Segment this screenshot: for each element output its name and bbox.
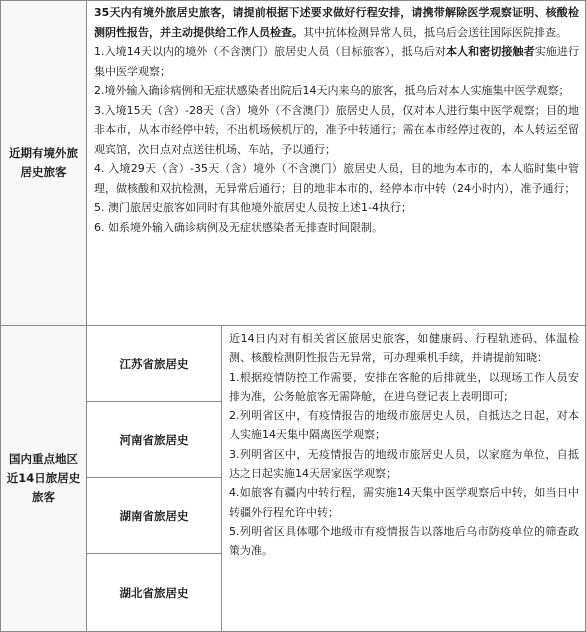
overseas-travel-header [0, 0, 87, 326]
overseas-item-5: 5. 澳门旅居史旅客如同时有其他境外旅居史人员按上述1-4执行； [94, 201, 412, 214]
overseas-item-1-post: 实施进行集中医学观察； [94, 45, 579, 78]
overseas-intro-bold: 35天内有境外旅居史旅客，请提前根据下述要求做好行程安排，请携带解除医学观察证明、核酸检测阴性报告，并主动提供给工作人员检查。 [94, 6, 579, 39]
domestic-intro: 近14日内对有相关省区旅居史旅客，如健康码、行程轨迹码、体温检测、核酸检测阴性报告无异常，可办理乘机手续，并请提前知晓： [229, 332, 579, 365]
province-jiangsu-label: 江苏省旅居史 [119, 356, 189, 371]
province-hubei [86, 553, 222, 632]
overseas-item-6: 6. 如系境外输入确诊病例及无症状感染者无排查时间限制。 [94, 220, 383, 234]
province-jiangsu [86, 325, 222, 402]
overseas-item-3: 3.入境15天（含）-28天（含）境外（不含澳门）旅居史人员，仅对本人进行集中医学观察；目的地非本市，从本市经停中转，不出机场候机厅的，准予中转通行；需在本市经停过夜的，本人转运至留观宾馆，次日点对点送往机场、车站，予以通行； [94, 103, 579, 156]
domestic-item-5: 5.列明省区具体哪个地级市有疫情报告以落地后乌市防疫单位的筛查政策为准。 [229, 524, 579, 558]
domestic-item-2: 2.列明省区中，有疫情报告的地级市旅居史人员，自抵达之日起，对本人实施14天集中隔离医学观察； [229, 409, 579, 442]
domestic-item-1: 1.根据疫情防控工作需要，安排在客舱的后排就坐，以现场工作人员安排为准，公务舱旅客无需降舱，在进乌登记表上表明即可; [229, 370, 579, 403]
overseas-item-1-pre: 1.入境14天以内的境外（不含澳门）旅居史人员（目标旅客），抵乌后对 [94, 45, 446, 58]
overseas-item-2: 2.境外输入确诊病例和无症状感染者出院后14天内来乌的旅客，抵乌后对本人实施集中医学观察； [94, 84, 570, 97]
province-hunan-label: 湖南省旅居史 [119, 508, 189, 523]
province-henan [86, 401, 222, 478]
domestic-travel-header-text: 国内重点地区近14日旅居史旅客 [6, 452, 81, 504]
overseas-intro [94, 3, 579, 42]
overseas-item-4: 4. 入境29天（含）-35天（含）境外（不含澳门）旅居史人员，目的地为本市的，本人临时集中管理，做核酸和双抗检测，无异常后通行；目的地非本市的，经停本市中转（24小时内），准予通行； [94, 162, 579, 195]
province-henan-label: 河南省旅居史 [119, 432, 189, 447]
overseas-intro-rest: 其中抗体检测异常人员，抵乌后会送往国际医院排查。 [303, 25, 567, 39]
domestic-travel-header [0, 325, 87, 632]
overseas-item-1 [94, 42, 579, 81]
domestic-travel-content [221, 325, 586, 632]
domestic-item-4: 4.如旅客有疆内中转行程，需实施14天集中医学观察后中转，如当日中转疆外行程允许中转； [229, 486, 579, 519]
overseas-travel-content [86, 0, 586, 326]
province-hubei-label: 湖北省旅居史 [119, 585, 189, 600]
overseas-travel-header-text: 近期有境外旅居史旅客 [9, 146, 78, 179]
overseas-item-1-bold: 本人和密切接触者 [445, 45, 535, 58]
province-hunan [86, 477, 222, 554]
domestic-item-3: 3.列明省区中，无疫情报告的地级市旅居史人员，以家庭为单位，自抵达之日起实施14天居家医学观察； [229, 447, 579, 481]
